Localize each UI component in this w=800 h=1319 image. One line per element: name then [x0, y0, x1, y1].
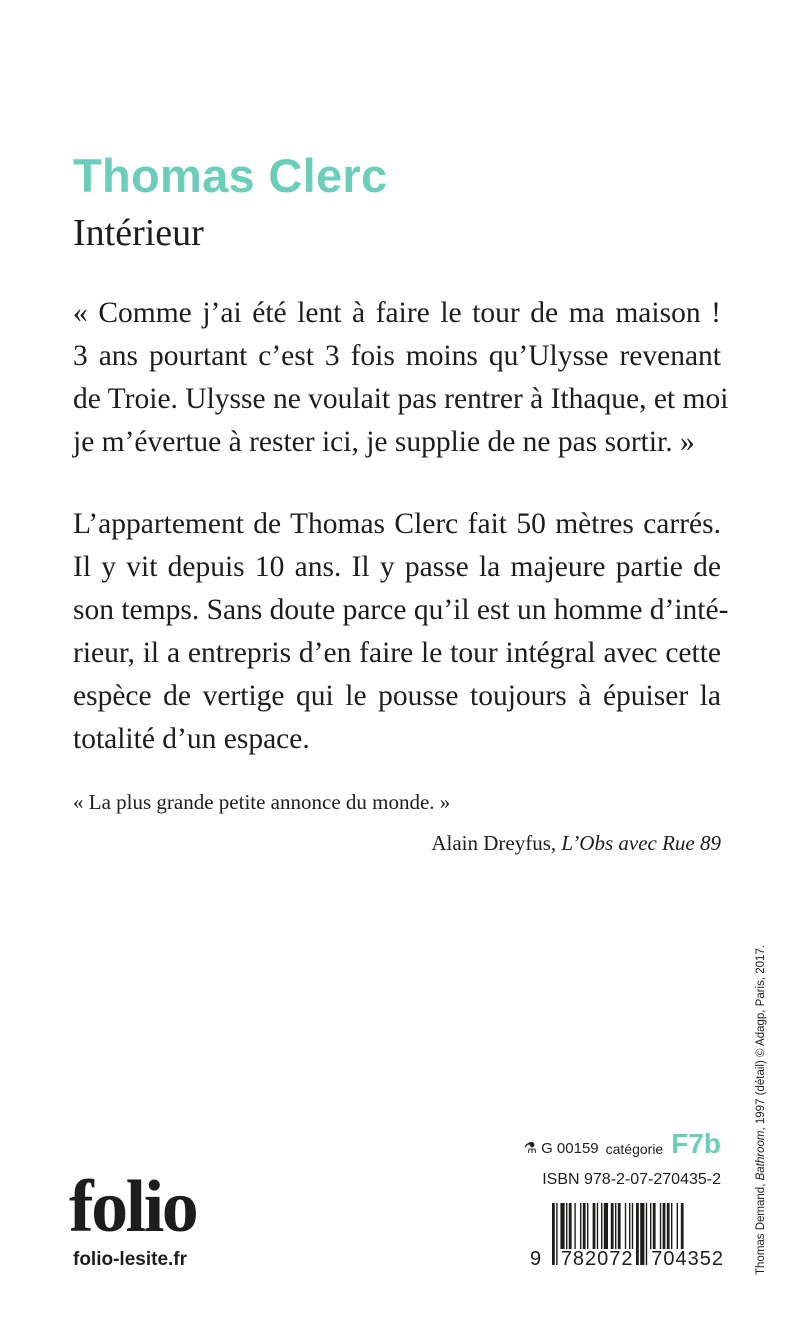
barcode-digit-group: 782072: [560, 1248, 634, 1270]
critic-name: Alain Dreyfus,: [431, 831, 562, 855]
quote-line: je m’évertue à rester ici, je supplie de ne pas sortir. »: [73, 426, 695, 458]
credit-details: , 1997 (détail) © Adagp, Paris, 2017.: [755, 944, 767, 1131]
publication-name: L’Obs avec Rue 89: [561, 831, 721, 855]
quote-line: de Troie. Ulysse ne voulait pas rentrer à Ithaque, et moi: [73, 383, 729, 415]
press-quote: « La plus grande petite annonce du monde. »: [73, 790, 451, 814]
description-line: L’appartement de Thomas Clerc fait 50 mètres carrés.: [73, 508, 721, 540]
folio-symbol-icon: ⚗: [523, 1139, 538, 1157]
press-attribution: [431, 833, 721, 854]
barcode-digit-group: 704352: [651, 1248, 724, 1270]
description-line: son temps. Sans doute parce qu’il est un homme d’inté-: [73, 594, 729, 626]
quote-paragraph: [73, 292, 729, 464]
description-line: espèce de vertige qui le pousse toujours à épuiser la: [73, 680, 721, 712]
publisher-website: folio-lesite.fr: [73, 1249, 188, 1270]
quote-line: 3 ans pourtant c’est 3 fois moins qu’Ulysse revenant: [73, 340, 721, 372]
description-line: totalité d’un espace.: [73, 723, 310, 755]
cover-credit: [756, 945, 768, 1275]
description-line: rieur, il a entrepris d’en faire le tour intégral avec cette: [73, 637, 721, 669]
isbn: ISBN 978-2-07-270435-2: [542, 1171, 721, 1188]
catalog-code: G 00159: [541, 1139, 599, 1157]
barcode-digit-group: 9: [530, 1249, 545, 1269]
barcode-digits: [530, 1249, 726, 1269]
category-value: F7b: [671, 1128, 721, 1159]
folio-logo: folio: [69, 1166, 197, 1248]
book-title: Intérieur: [73, 212, 204, 254]
catalog-line: [523, 1128, 721, 1159]
credit-work: Bathroom: [755, 1130, 767, 1181]
description-paragraph: [73, 503, 729, 761]
quote-line: « Comme j’ai été lent à faire le tour de ma maison !: [73, 297, 721, 329]
category-label: catégorie: [605, 1140, 664, 1157]
credit-artist: Thomas Demand,: [755, 1180, 767, 1275]
author-name: Thomas Clerc: [73, 149, 388, 202]
description-line: Il y vit depuis 10 ans. Il y passe la majeure partie de: [73, 551, 721, 583]
